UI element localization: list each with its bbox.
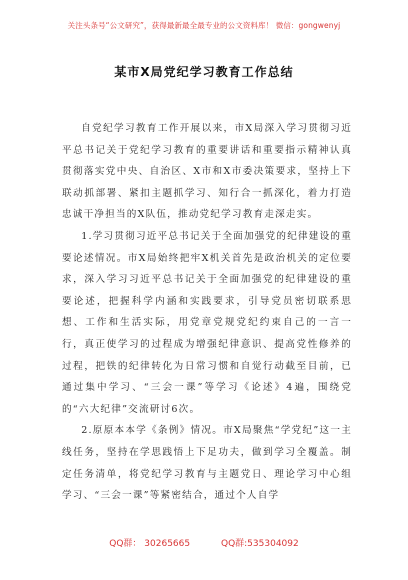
document-title: 某市X局党纪学习教育工作总结 xyxy=(114,65,294,79)
paragraph-intro: 自党纪学习教育工作开展以来，市X局深入学习贯彻习近平总书记关于党纪学习教育的重要讲话和重要指示精神认真贯彻落实党中央、自治区、X市和X市委决策要求，坚持上下联动抓部署、紧扣主题抓学习、知行合一抓深化，着力打造忠诚干净担当的X队伍，推动党纪学习教育走深走实。 xyxy=(62,123,352,221)
document-body xyxy=(62,118,352,507)
footer-qq-group-1: QQ群： 30265665 xyxy=(109,539,191,549)
paragraph-section-2: 2.原原本本学《条例》情况。市X局聚焦“学党纪”这一主线任务，坚持在学思践悟上下足功夫，做到学习全覆盖。制定任务清单，将党纪学习教育与主题党日、理论学习中心组学习、“三会一课”等紧密结合，通过个人自学 xyxy=(62,425,352,502)
header-banner: 关注头条号“公文研究”，获得最新最全最专业的公文资料库！ 微信：gongwenyj xyxy=(67,21,341,30)
footer-qq-group-2: QQ群:535304092 xyxy=(220,539,299,549)
footer xyxy=(0,536,408,549)
paragraph-section-1: 1.学习贯彻习近平总书记关于全面加强党的纪律建设的重要论述情况。市X局始终把牢X机关首先是政治机关的定位要求，深入学习习近平总书记关于全面加强党的纪律建设的重要论述，把握科学内涵和实践要求，引导党员密切联系思想、工作和生活实际，用党章党规党纪约束自己的一言一行，真正使学习的过程成为增强纪律意识、提高党性修养的过程，把铁的纪律转化为日常习惯和自觉行动截至目前，已通过集中学习、“三会一课”等学习《论述》4遍，围绕党的“六大纪律”交流研讨6次。 xyxy=(62,230,352,415)
